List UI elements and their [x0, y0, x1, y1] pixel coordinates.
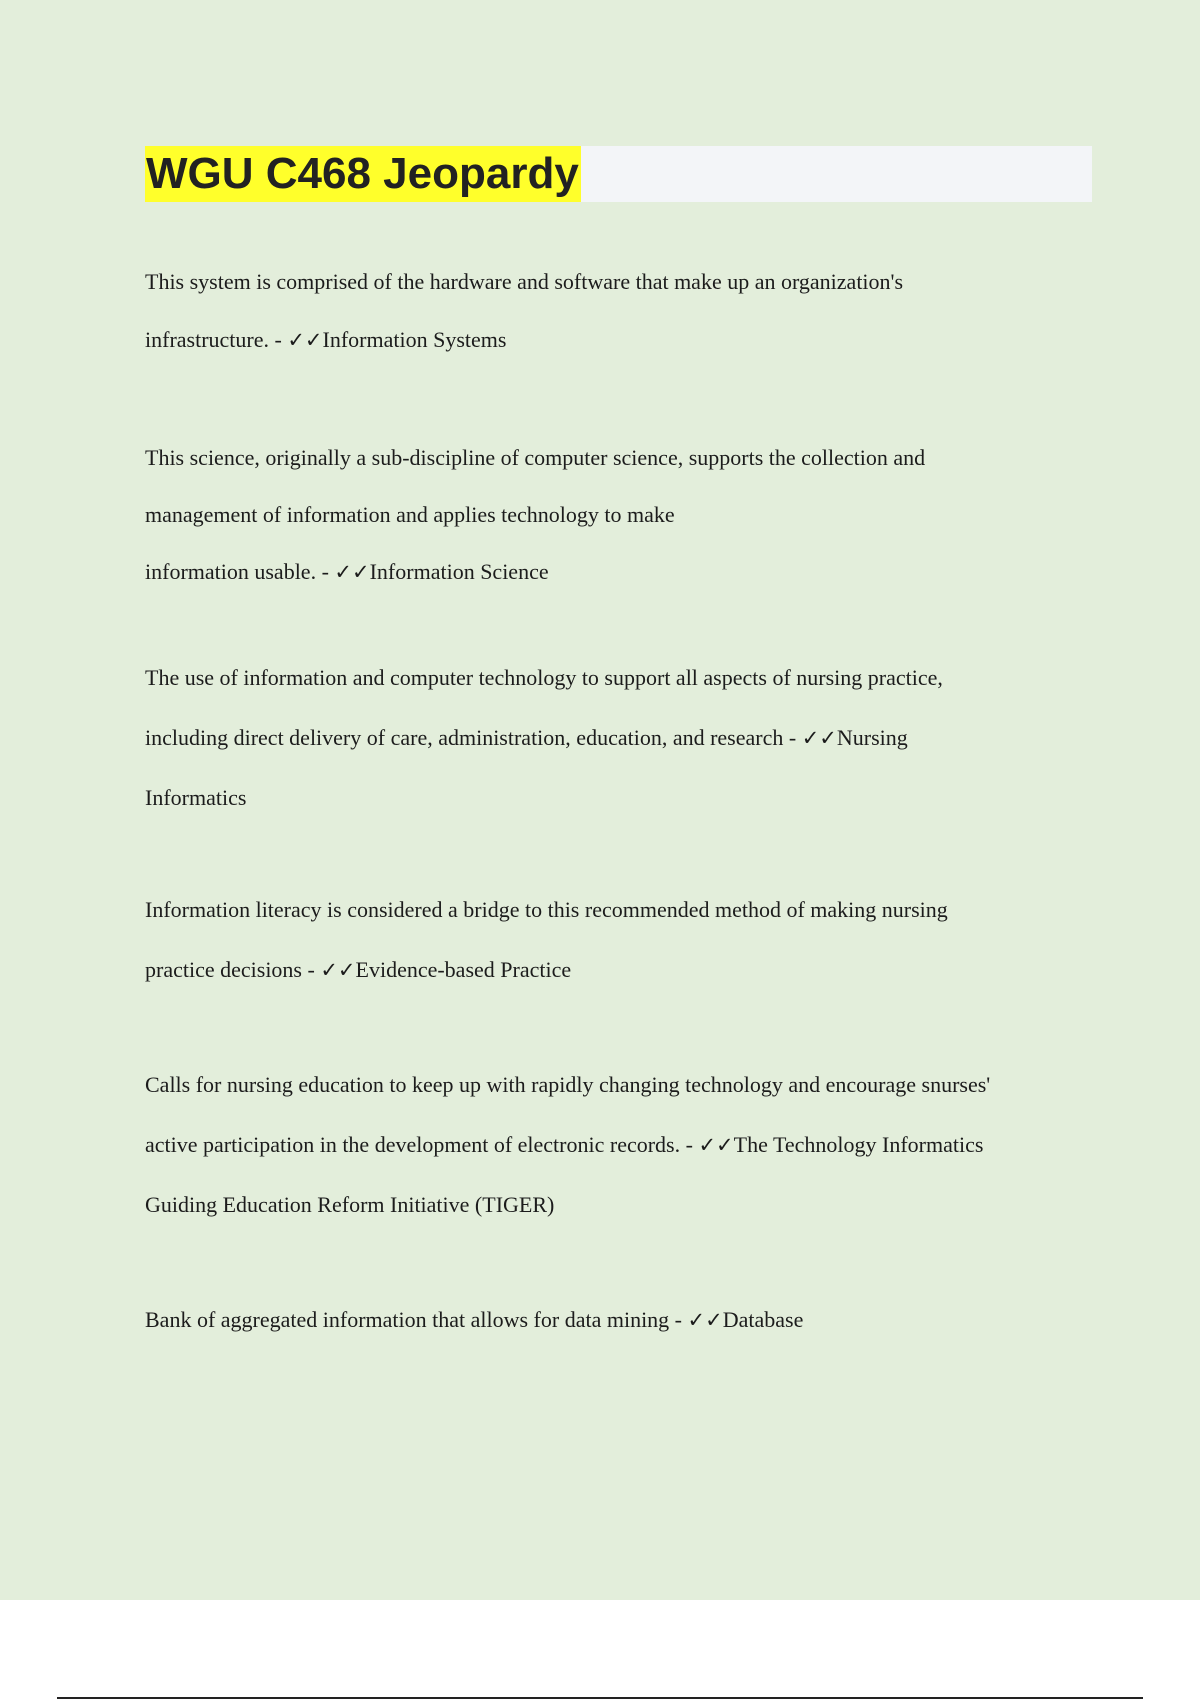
answer-line: Guiding Education Reform Initiative (TIGER)	[145, 1192, 555, 1217]
question-line	[145, 708, 1085, 768]
question-text: Bank of aggregated information that allows for data mining -	[145, 1307, 683, 1332]
document-title: WGU C468 Jeopardy	[145, 146, 581, 202]
answer-line: Informatics	[145, 785, 247, 810]
qa-item-5	[145, 1055, 1085, 1235]
question-text: active participation in the development of electronic records. -	[145, 1132, 693, 1157]
qa-item-3	[145, 648, 1085, 828]
question-line	[145, 311, 1085, 369]
question-line	[145, 1115, 1085, 1175]
check-icon: ✓✓	[801, 726, 837, 750]
qa-item-1	[145, 253, 1085, 369]
check-icon: ✓✓	[287, 328, 323, 352]
question-line: This science, originally a sub-discipline of computer science, supports the collection and	[145, 445, 926, 470]
check-icon: ✓✓	[334, 560, 370, 584]
footer-divider	[57, 1697, 1143, 1699]
question-text: including direct delivery of care, administration, education, and research -	[145, 725, 797, 750]
question-line: management of information and applies technology to make	[145, 502, 675, 527]
answer-text: The Technology Informatics	[733, 1132, 984, 1157]
question-text: information usable. -	[145, 559, 329, 584]
answer-text: Evidence-based Practice	[355, 957, 572, 982]
question-line: This system is comprised of the hardware and software that make up an organization's	[145, 269, 904, 294]
check-icon: ✓✓	[687, 1308, 723, 1332]
question-line: Information literacy is considered a bridge to this recommended method of making nursing	[145, 897, 948, 922]
qa-item-4	[145, 880, 1085, 1000]
question-line	[145, 1292, 1085, 1348]
qa-item-6	[145, 1292, 1085, 1348]
answer-text: Information Science	[369, 559, 549, 584]
check-icon: ✓✓	[320, 958, 356, 982]
check-icon: ✓✓	[698, 1133, 734, 1157]
answer-text: Nursing	[836, 725, 908, 750]
answer-text: Database	[722, 1307, 804, 1332]
question-line: Calls for nursing education to keep up with rapidly changing technology and encourage snurses'	[145, 1072, 991, 1097]
qa-item-2	[145, 429, 1085, 601]
question-line	[145, 543, 1085, 601]
question-line	[145, 940, 1085, 1000]
answer-text: Information Systems	[322, 327, 507, 352]
question-line: The use of information and computer technology to support all aspects of nursing practice,	[145, 665, 943, 690]
question-text: infrastructure. -	[145, 327, 282, 352]
question-text: practice decisions -	[145, 957, 315, 982]
